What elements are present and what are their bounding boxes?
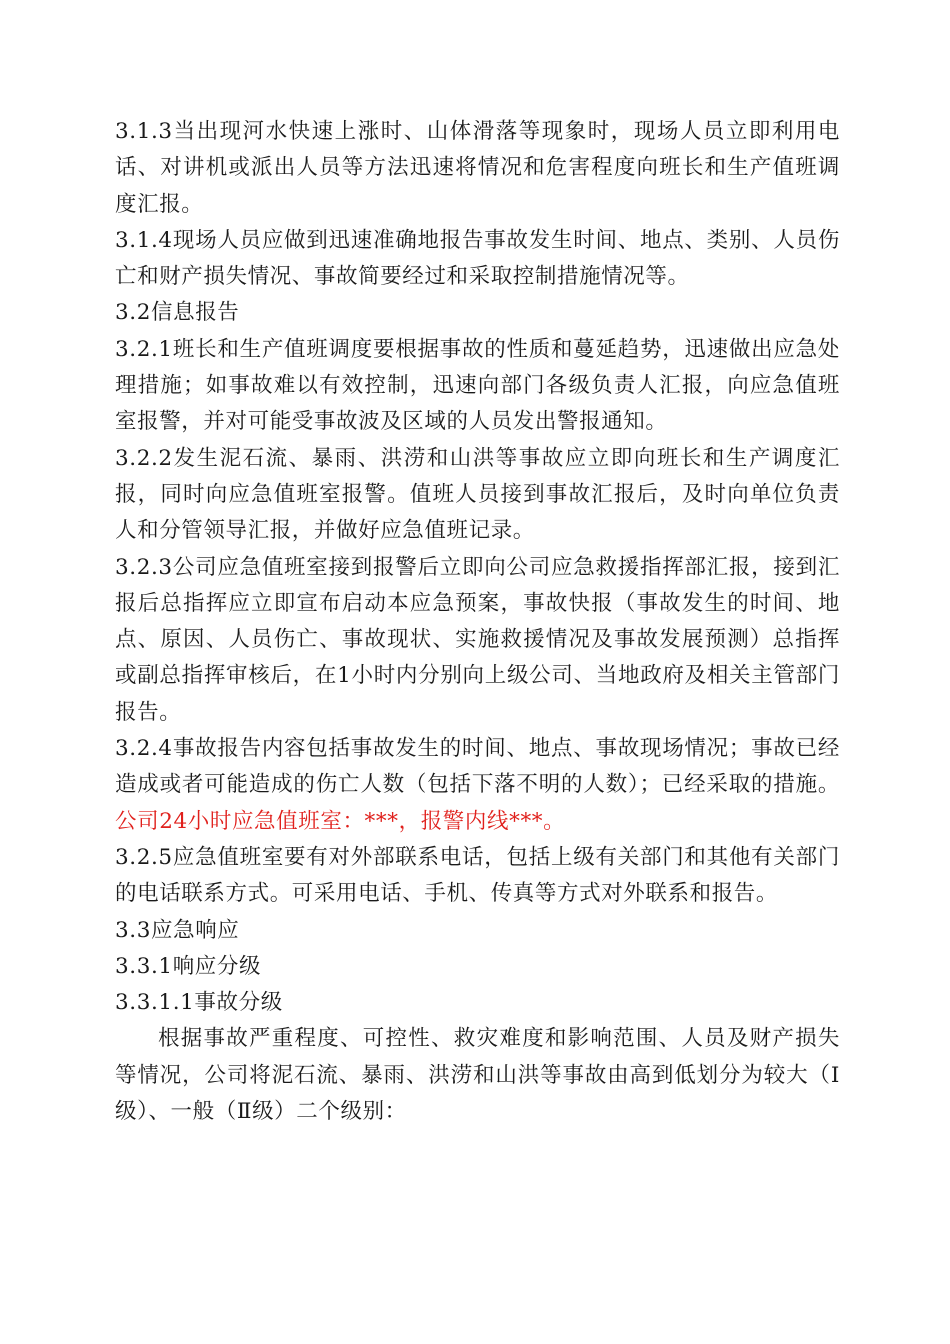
document-body <box>115 114 840 1130</box>
clause-3-1-4: 3.1.4现场人员应做到迅速准确地报告事故发生时间、地点、类别、人员伤亡和财产损失情况、事故简要经过和采取控制措施情况等。 <box>115 227 840 290</box>
clause-3-2-2: 3.2.2发生泥石流、暴雨、洪涝和山洪等事故应立即向班长和生产调度汇报，同时向应急值班室报警。值班人员接到事故汇报后，及时向单位负责人和分管领导汇报，并做好应急值班记录。 <box>115 445 840 544</box>
clause-3-2-4-text: 3.2.4事故报告内容包括事故发生的时间、地点、事故现场情况；事故已经造成或者可能造成的伤亡人数（包括下落不明的人数）；已经采取的措施。 <box>115 736 840 798</box>
subheading-3-3-1-1: 3.3.1.1事故分级 <box>115 990 283 1016</box>
section-heading-3-3: 3.3应急响应 <box>115 917 240 943</box>
clause-3-2-4 <box>115 731 840 840</box>
section-heading-3-2: 3.2信息报告 <box>115 300 240 326</box>
clause-3-2-3: 3.2.3公司应急值班室接到报警后立即向公司应急救援指挥部汇报，接到汇报后总指挥应立即宣布启动本应急预案，事故快报（事故发生的时间、地点、原因、人员伤亡、事故现状、实施救援情况及事故发展预测）总指挥或副总指挥审核后，在1小时内分别向上级公司、当地政府及相关主管部门报告。 <box>115 554 840 725</box>
duty-room-contact-highlight: 公司24小时应急值班室：***，报警内线***。 <box>115 808 566 834</box>
clause-3-1-3: 3.1.3当出现河水快速上涨时、山体滑落等现象时，现场人员立即利用电话、对讲机或派出人员等方法迅速将情况和危害程度向班长和生产值班调度汇报。 <box>115 119 840 217</box>
clause-3-2-1: 3.2.1班长和生产值班调度要根据事故的性质和蔓延趋势，迅速做出应急处理措施；如事故难以有效控制，迅速向部门各级负责人汇报，向应急值班室报警，并对可能受事故波及区域的人员发出警报通知。 <box>115 336 840 435</box>
classification-paragraph: 根据事故严重程度、可控性、救灾难度和影响范围、人员及财产损失等情况，公司将泥石流、暴雨、洪涝和山洪等事故由高到低划分为较大（Ⅰ级）、一般（Ⅱ级）二个级别： <box>115 1026 840 1125</box>
clause-3-2-5: 3.2.5应急值班室要有对外部联系电话，包括上级有关部门和其他有关部门的电话联系方式。可采用电话、手机、传真等方式对外联系和报告。 <box>115 844 840 907</box>
subheading-3-3-1: 3.3.1响应分级 <box>115 953 262 979</box>
